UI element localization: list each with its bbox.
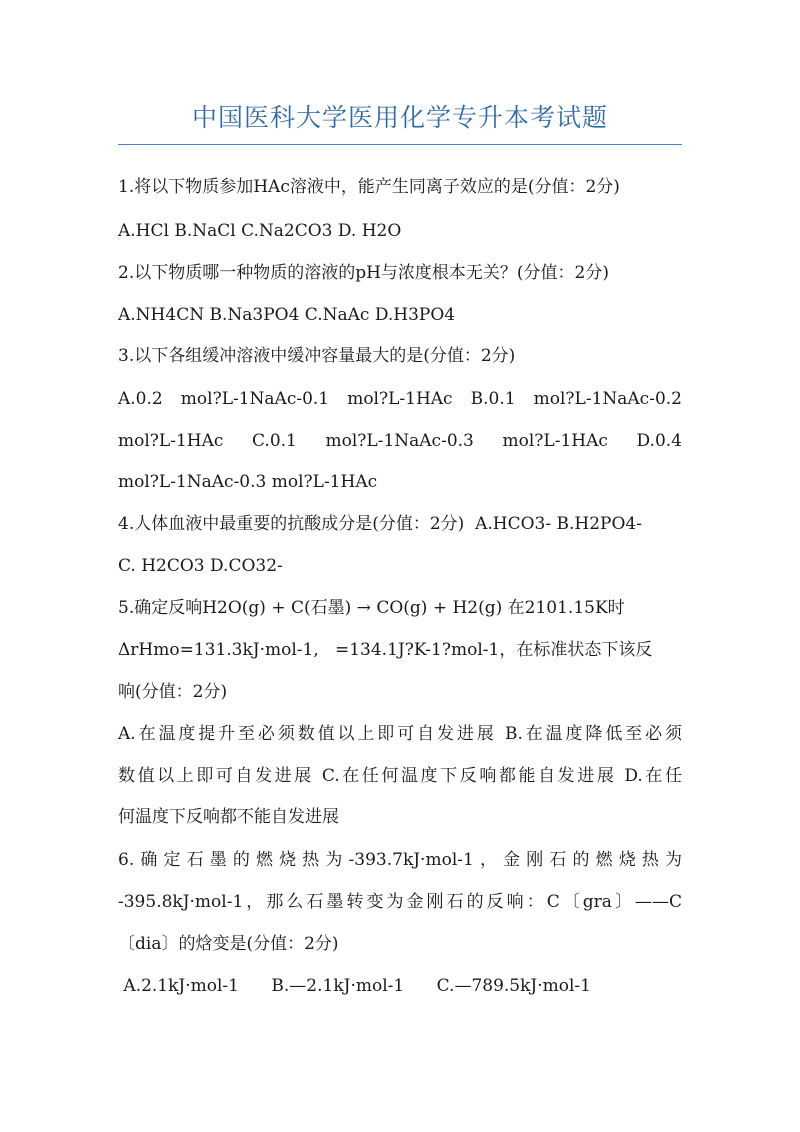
question-2-text: 2.以下物质哪一种物质的溶液的pH与浓度根本无关？(分值：2分) <box>118 263 610 283</box>
question-6-text-line-1: 6.确定石墨的燃烧热为-393.7kJ·mol-1，金刚石的燃烧热为 <box>118 850 682 870</box>
question-5-options-line-2: 数值以上即可自发进展 C.在任何温度下反响都能自发进展 D.在任 <box>118 766 682 786</box>
question-1-text: 1.将以下物质参加HAc溶液中，能产生同离子效应的是(分值：2分) <box>118 177 620 197</box>
question-3-options-line-1: A.0.2 mol?L-1NaAc-0.1 mol?L-1HAc B.0.1 mol?L-1NaAc-0.2 <box>118 389 682 409</box>
question-3-text: 3.以下各组缓冲溶液中缓冲容量最大的是(分值：2分) <box>118 346 516 366</box>
question-4-text: 4.人体血液中最重要的抗酸成分是(分值：2分) A.HCO3- B.H2PO4- <box>118 514 642 534</box>
question-5-options-line-3: 何温度下反响都不能自发进展 <box>118 807 339 827</box>
question-1-options: A.HCl B.NaCl C.Na2CO3 D. H2O <box>118 221 402 241</box>
question-5-text-line-1: 5.确定反响H2O(g) + C(石墨) → CO(g) + H2(g) 在2101.15K时 <box>118 598 625 618</box>
title-divider <box>118 144 682 145</box>
question-4-options: C. H2CO3 D.CO32- <box>118 556 283 576</box>
question-6-text-line-2: -395.8kJ·mol-1，那么石墨转变为金刚石的反响：C〔gra〕——C <box>118 892 682 912</box>
question-6-options: A.2.1kJ·mol-1 B.—2.1kJ·mol-1 C.—789.5kJ·mol-1 <box>118 976 591 996</box>
question-2-options: A.NH4CN B.Na3PO4 C.NaAc D.H3PO4 <box>118 305 456 325</box>
question-6-text-line-3: 〔dia〕的焓变是(分值：2分) <box>118 934 339 954</box>
page-title: 中国医科大学医用化学专升本考试题 <box>191 103 608 132</box>
question-5-options-line-1: A.在温度提升至必须数值以上即可自发进展 B.在温度降低至必须 <box>118 724 682 744</box>
question-5-text-line-3: 响(分值：2分) <box>118 682 228 702</box>
question-3-options-line-3: mol?L-1NaAc-0.3 mol?L-1HAc <box>118 472 378 492</box>
question-5-text-line-2: ΔrHmo=131.3kJ·mol-1, =134.1J?K-1?mol-1，在标准状态下该反 <box>118 640 653 660</box>
question-3-options-line-2: mol?L-1HAc C.0.1 mol?L-1NaAc-0.3 mol?L-1HAc D.0.4 <box>118 431 682 451</box>
